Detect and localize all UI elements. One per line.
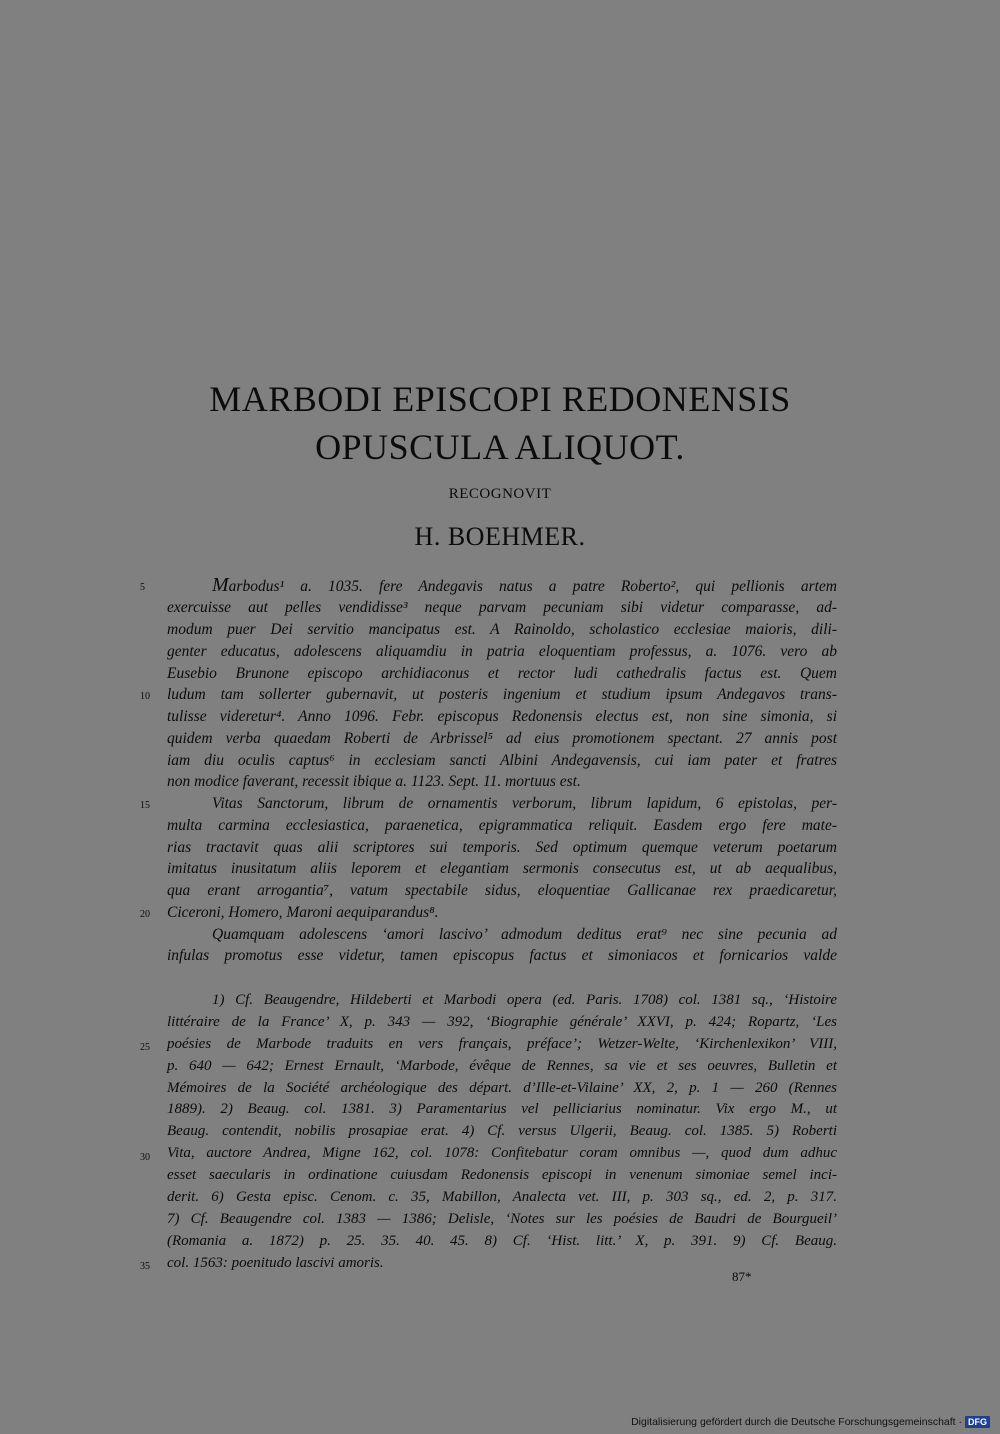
footnote-line-8: Vita, auctore Andrea, Migne 162, col. 1078: Confitebatur coram omnibus —, quod dum adhuc: [167, 1145, 837, 1161]
body-line-2: exercuisse aut pelles vendidisse³ neque parvam pecuniam sibi videtur comparasse, ad-: [167, 599, 837, 616]
funding-banner-text: Digitalisierung gefördert durch die Deutsche Forschungsgemeinschaft ·: [631, 1416, 962, 1428]
title-line-1: MARBODI EPISCOPI REDONENSIS: [209, 379, 791, 419]
footnote-line-1: 1) Cf. Beaugendre, Hildeberti et Marbodi opera (ed. Paris. 1708) col. 1381 sq., ‘Histoire: [212, 992, 837, 1008]
line-number-35: 35: [140, 1261, 150, 1272]
body-line-3: modum puer Dei servitio mancipatus est. A Rainoldo, scholastico ecclesiae maioris, dili-: [167, 621, 837, 638]
body-line-11: Vitas Sanctorum, librum de ornamentis verborum, librum lapidum, 6 epistolas, per-: [212, 795, 837, 812]
footnote-line-13: col. 1563: poenitudo lascivi amoris.: [167, 1255, 384, 1271]
footnote-line-9: esset saecularis in ordinatione cuiusdam Redonensis episcopi in venenum simoniae semel inci-: [167, 1167, 837, 1183]
body-line-9: iam diu oculis captus⁶ in ecclesiam sancti Albini Andegavensis, cui iam pater et fratres: [167, 752, 837, 769]
signature-mark: 87*: [732, 1269, 752, 1284]
body-line-16: Ciceroni, Homero, Maroni aequiparandus⁸.: [167, 904, 439, 921]
line-number-10: 10: [140, 691, 150, 702]
funding-banner[interactable]: [631, 1416, 990, 1428]
footnote-line-5: Mémoires de la Société archéologique des départ. d’Ille-et-Vilaine’ XX, 2, p. 1 — 260 (Rennes: [167, 1080, 837, 1096]
body-line-5: Eusebio Brunone episcopo archidiaconus et rector ludi cathedralis factus est. Quem: [167, 665, 837, 682]
body-line-6: ludum tam sollerter gubernavit, ut posteris ingenium et studium ipsum Andegavos trans-: [167, 686, 837, 703]
body-line-10: non modice faverant, recessit ibique a. 1123. Sept. 11. mortuus est.: [167, 773, 581, 790]
body-line-18: infulas promotus esse videtur, tamen episcopus factus et simoniacos et fornicarios valde: [167, 947, 837, 964]
body-line-1: Marbodus¹ a. 1035. fere Andegavis natus a patre Roberto², qui pellionis artem: [212, 574, 837, 596]
footnote-line-11: 7) Cf. Beaugendre col. 1383 — 1386; Delisle, ‘Notes sur les poésies de Baudri de Bourgueil’: [167, 1211, 837, 1227]
line-number-15: 15: [140, 800, 150, 811]
author-name: H. BOEHMER.: [414, 522, 586, 551]
line-number-5: 5: [140, 582, 145, 593]
drop-initial: M: [212, 574, 229, 596]
body-line-12: multa carmina ecclesiastica, paraenetica, epigrammatica reliquit. Easdem ergo fere mate-: [167, 817, 837, 834]
footnote-line-3: poésies de Marbode traduits en vers français, préface’; Wetzer-Welte, ‘Kirchenlexikon’ VIII,: [167, 1036, 837, 1052]
body-line-7: tulisse videretur⁴. Anno 1096. Febr. episcopus Redonensis electus est, non sine simonia, si: [167, 708, 837, 725]
line-number-25: 25: [140, 1042, 150, 1053]
title-line-2: OPUSCULA ALIQUOT.: [315, 427, 685, 467]
footnote-line-4: p. 640 — 642; Ernest Ernault, ‘Marbode, évêque de Rennes, sa vie et ses oeuvres, Bulletin et: [167, 1058, 837, 1074]
line-number-20: 20: [140, 909, 150, 920]
body-line-8: quidem verba quaedam Roberti de Arbrissel⁵ ad eius promotionem spectant. 27 annis post: [167, 730, 837, 747]
body-line-17: Quamquam adolescens ‘amori lascivo’ admodum deditus erat⁹ nec sine pecunia ad: [212, 926, 837, 943]
recognovit-label: RECOGNOVIT: [448, 486, 552, 502]
body-line-14: imitatus inusitatum aliis leporem et elegantiam sermonis consecutus est, ut ab aequalibus,: [167, 860, 837, 877]
body-line-15: qua erant arrogantia⁷, vatum spectabile sidus, eloquentiae Gallicanae rex praedicaretur,: [167, 882, 837, 899]
footnote-line-6: 1889). 2) Beaug. col. 1381. 3) Paramentarius vel pelliciarius nominatur. Vix ergo M., ut: [167, 1101, 837, 1117]
line-number-30: 30: [140, 1152, 150, 1163]
body-line-4: genter educatus, adolescens aliquamdiu in patria eloquentiam professus, a. 1076. vero ab: [167, 643, 837, 660]
footnote-line-7: Beaug. contendit, nobilis prosapiae erat. 4) Cf. versus Ulgerii, Beaug. col. 1385. 5) Roberti: [167, 1123, 837, 1139]
footnote-line-10: derit. 6) Gesta episc. Cenom. c. 35, Mabillon, Analecta vet. III, p. 303 sq., ed. 2, p. 317.: [167, 1189, 837, 1205]
body-line-13: rias tractavit quas alii scriptores sui temporis. Sed optimum quemque veterum poetarum: [167, 839, 837, 856]
footnote-line-2: littéraire de la France’ X, p. 343 — 392, ‘Biographie générale’ XXVI, p. 424; Ropartz, ‘Les: [167, 1014, 837, 1030]
footnote-line-12: (Romania a. 1872) p. 25. 35. 40. 45. 8) Cf. ‘Hist. litt.’ X, p. 391. 9) Cf. Beaug.: [167, 1233, 837, 1249]
dfg-logo-icon: DFG: [965, 1416, 990, 1428]
